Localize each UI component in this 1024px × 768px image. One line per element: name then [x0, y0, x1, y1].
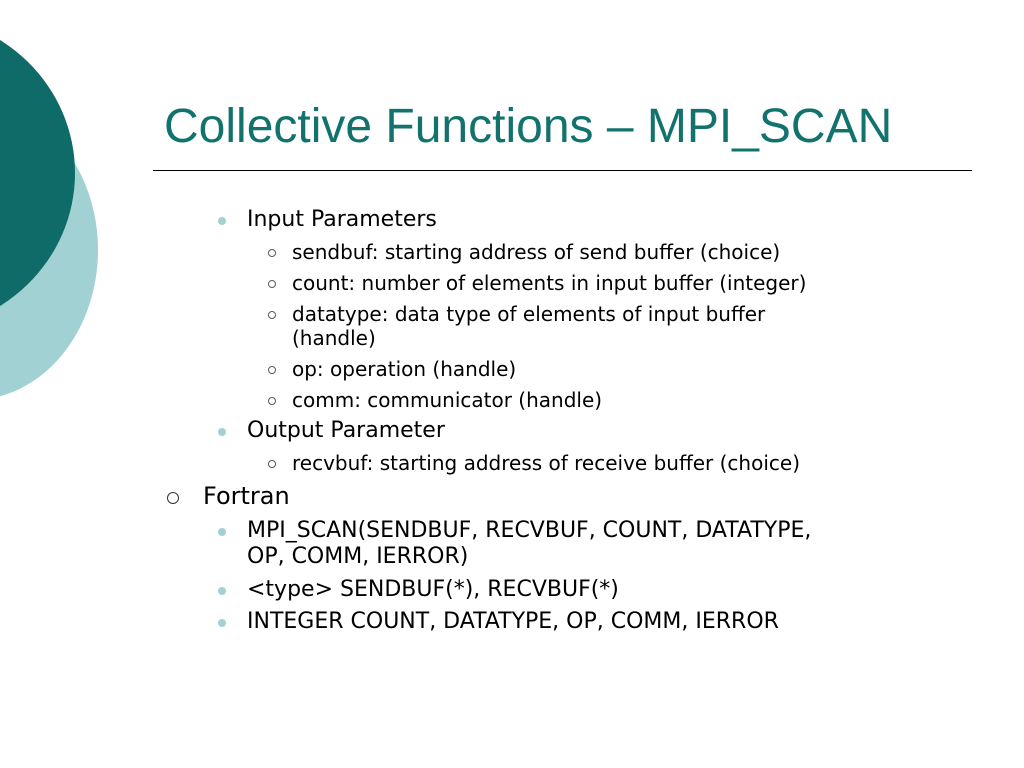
bullet-dot-icon [218, 528, 226, 536]
fortran-signature-line1: MPI_SCAN(SENDBUF, RECVBUF, COUNT, DATATYPE, [247, 518, 812, 543]
input-param-op: op: operation (handle) [292, 357, 517, 381]
output-parameter-heading: Output Parameter [247, 418, 445, 443]
bullet-ring-icon [268, 397, 276, 405]
bullet-ring-icon [268, 460, 276, 468]
output-param-recvbuf: recvbuf: starting address of receive buffer (choice) [292, 451, 800, 475]
input-param-datatype-line2: (handle) [292, 326, 376, 350]
input-param-count: count: number of elements in input buffer (integer) [292, 271, 807, 295]
slide-title: Collective Functions – MPI_SCAN [164, 100, 893, 153]
input-parameters-heading: Input Parameters [247, 207, 437, 232]
fortran-heading: Fortran [203, 482, 290, 510]
input-param-sendbuf: sendbuf: starting address of send buffer (choice) [292, 240, 781, 264]
bullet-ring-icon [268, 280, 276, 288]
bullet-dot-icon [218, 428, 226, 436]
bullet-dot-icon [218, 619, 226, 627]
bullet-dot-icon [218, 217, 226, 225]
bullet-ring-icon [268, 311, 276, 319]
input-param-comm: comm: communicator (handle) [292, 388, 603, 412]
fortran-type-declaration: <type> SENDBUF(*), RECVBUF(*) [247, 577, 619, 602]
bullet-ring-icon [268, 366, 276, 374]
input-param-datatype [292, 302, 765, 350]
fortran-signature-line2: OP, COMM, IERROR) [247, 544, 469, 569]
bullet-dot-icon [218, 587, 226, 595]
input-param-datatype-line1: datatype: data type of elements of input buffer [292, 302, 766, 326]
title-divider [153, 170, 972, 171]
bullet-ring-icon [167, 492, 179, 504]
bullet-ring-icon [268, 249, 276, 257]
fortran-signature [247, 518, 811, 570]
fortran-integer-declaration: INTEGER COUNT, DATATYPE, OP, COMM, IERROR [247, 609, 779, 634]
